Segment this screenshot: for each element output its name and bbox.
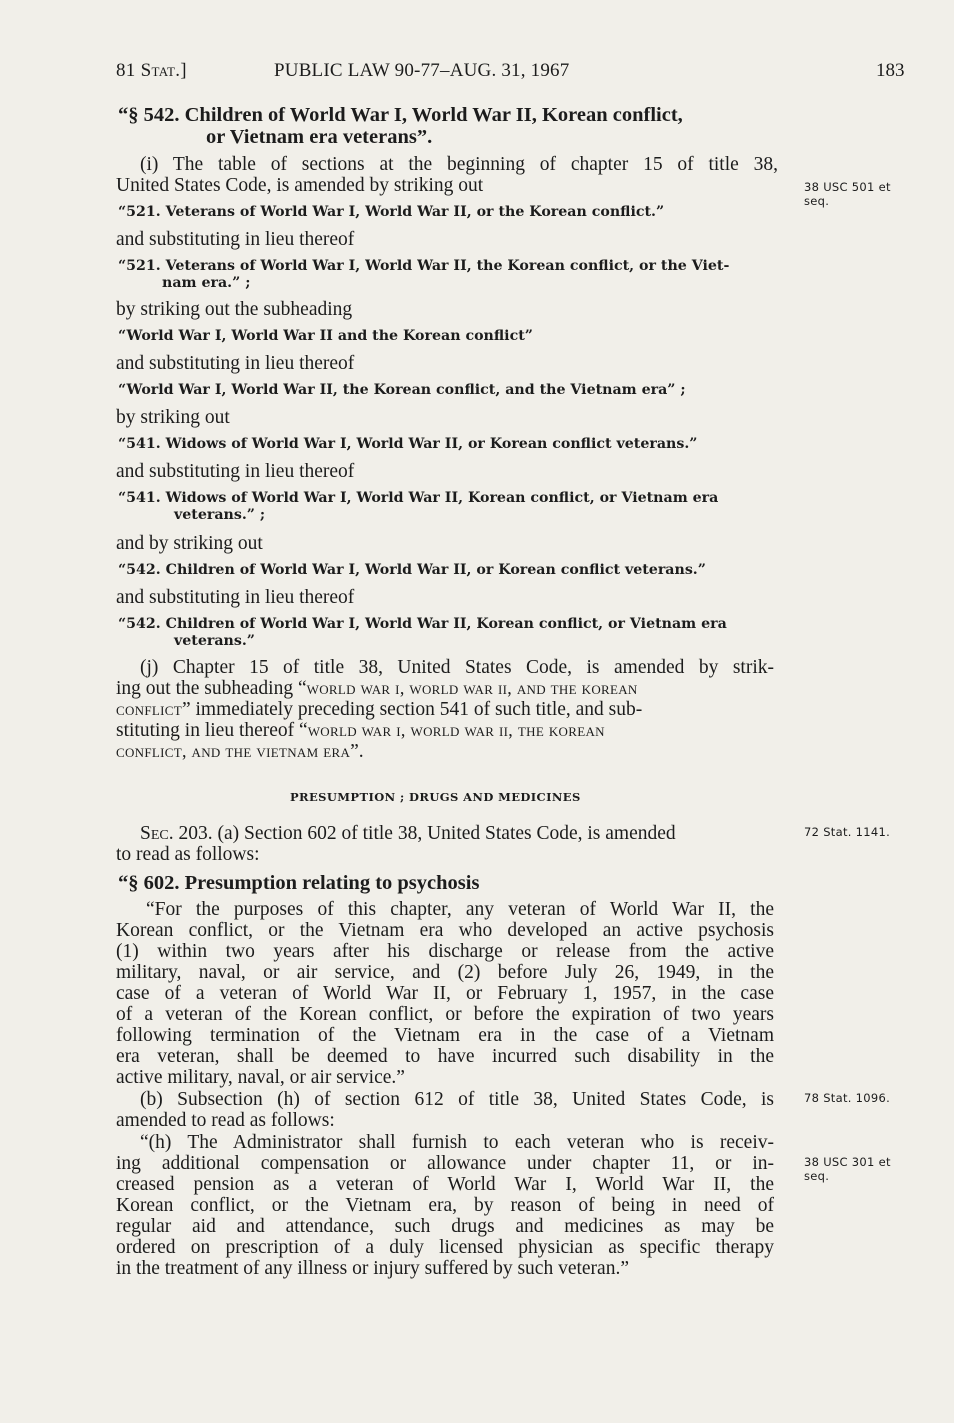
para-j-subheading-new-part2: conflict, and the vietnam era [116, 741, 351, 761]
margin-note-38usc501-line2: seq. [804, 194, 830, 208]
quote-521-new-line2: nam era.” ; [162, 275, 251, 291]
para-j-subheading-old-part1: world war i, world war ii, and the korean [306, 678, 638, 698]
para-j-line4-text: stituting in lieu thereof “ [116, 720, 308, 741]
para-j-line4 [116, 720, 605, 741]
header-stat [116, 60, 187, 82]
header-title: PUBLIC LAW 90-77–AUG. 31, 1967 [274, 60, 570, 81]
instruction-substitute-1: and substituting in lieu thereof [116, 229, 355, 250]
instruction-substitute-3: and substituting in lieu thereof [116, 461, 355, 482]
margin-note-38usc301-line2: seq. [804, 1169, 830, 1183]
para-602-line4: military, naval, or air service, and (2) before July 26, 1949, in the [116, 962, 774, 983]
para-i-line1: (i) The table of sections at the beginning of chapter 15 of title 38, [140, 154, 778, 175]
section-542-heading-line1: “§ 542. Children of World War I, World War II, Korean conflict, [118, 104, 683, 126]
section-542-heading-line2: or Vietnam era veterans”. [206, 126, 433, 148]
para-602-line8: era veteran, shall be deemed to have incurred such disability in the [116, 1046, 774, 1067]
margin-note-78stat1096: 78 Stat. 1096. [804, 1091, 891, 1105]
sec-203-line2: to read as follows: [116, 844, 260, 865]
para-h-line6: ordered on prescription of a duly licensed physician as specific therapy [116, 1237, 774, 1258]
margin-note-38usc301-line1: 38 USC 301 et [804, 1155, 891, 1169]
quote-subheading-new: “World War I, World War II, the Korean conflict, and the Vietnam era” ; [118, 382, 686, 398]
quote-subheading-old: “World War I, World War II and the Korean conflict” [118, 328, 533, 344]
instruction-strike-subheading: by striking out the subheading [116, 299, 353, 320]
header-volume: 81 [116, 60, 136, 81]
quote-542-new-line1: “542. Children of World War I, World War II, Korean conflict, or Vietnam era [118, 616, 727, 632]
instruction-substitute-4: and substituting in lieu thereof [116, 587, 355, 608]
para-h-line3: creased pension as a veteran of World War I, World War II, the [116, 1174, 774, 1195]
header-stat-label: Stat.] [140, 60, 187, 81]
para-602-line2: Korean conflict, or the Vietnam era who developed an active psychosis [116, 920, 774, 941]
instruction-strike-1: by striking out [116, 407, 230, 428]
para-b-line1: (b) Subsection (h) of section 612 of title 38, United States Code, is [140, 1089, 774, 1110]
para-h-line5: regular aid and attendance, such drugs and medicines as may be [116, 1216, 774, 1237]
margin-note-38usc501 [804, 180, 891, 208]
quote-541-new-line1: “541. Widows of World War I, World War II, Korean conflict, or Vietnam era [118, 490, 719, 506]
instruction-substitute-2: and substituting in lieu thereof [116, 353, 355, 374]
para-b-line2: amended to read as follows: [116, 1110, 335, 1131]
sec-203-line1-text: 203. (a) Section 602 of title 38, United States Code, is amended [173, 823, 676, 844]
para-j-line2-text: ing out the subheading “ [116, 678, 307, 699]
para-j-line3-text: ” immediately preceding section 541 of such title, and sub- [181, 699, 643, 720]
para-602-line6: of a veteran of the Korean conflict, or before the expiration of two years [116, 1004, 774, 1025]
quote-541-old: “541. Widows of World War I, World War II, or Korean conflict veterans.” [118, 436, 698, 452]
para-j-line1: (j) Chapter 15 of title 38, United States Code, is amended by strik- [140, 657, 774, 678]
para-h-line4: Korean conflict, or the Vietnam era, by reason of being in need of [116, 1195, 774, 1216]
section-602-heading: “§ 602. Presumption relating to psychosis [118, 872, 480, 894]
para-j-line5 [116, 741, 364, 762]
para-602-line3: (1) within two years after his discharge or release from the active [116, 941, 774, 962]
quote-542-old: “542. Children of World War I, World War II, or Korean conflict veterans.” [118, 562, 706, 578]
quote-521-new-line1: “521. Veterans of World War I, World War II, the Korean conflict, or the Viet- [118, 258, 730, 274]
sec-203-line1 [140, 823, 676, 844]
quote-521-old: “521. Veterans of World War I, World War II, or the Korean conflict.” [118, 204, 665, 220]
para-i-line2: United States Code, is amended by striking out [116, 175, 484, 196]
sec-label: Sec. [140, 823, 174, 844]
instruction-strike-2: and by striking out [116, 533, 263, 554]
quote-541-new-line2: veterans.” ; [174, 507, 266, 523]
para-h-line2: ing additional compensation or allowance under chapter 11, or in- [116, 1153, 774, 1174]
para-602-line7: following termination of the Vietnam era in the case of a Vietnam [116, 1025, 774, 1046]
para-j-subheading-old-part2: conflict [116, 699, 182, 719]
para-j-line5-text: ”. [350, 741, 364, 762]
para-j-line3 [116, 699, 642, 720]
margin-note-38usc501-line1: 38 USC 501 et [804, 180, 891, 194]
para-602-line5: case of a veteran of World War II, or February 1, 1957, in the case [116, 983, 774, 1004]
page-number: 183 [876, 60, 905, 81]
para-j-subheading-new-part1: world war i, world war ii, the korean [307, 720, 605, 740]
para-602-line9: active military, naval, or air service.” [116, 1067, 405, 1088]
para-h-line7: in the treatment of any illness or injury suffered by such veteran.” [116, 1258, 629, 1279]
margin-note-38usc301 [804, 1155, 891, 1183]
para-602-line1: “For the purposes of this chapter, any veteran of World War II, the [146, 899, 774, 920]
quote-542-new-line2: veterans.” [174, 633, 255, 649]
section-caption: PRESUMPTION ; DRUGS AND MEDICINES [290, 790, 581, 804]
para-j-line2 [116, 678, 638, 699]
para-h-line1: “(h) The Administrator shall furnish to each veteran who is receiv- [140, 1132, 774, 1153]
margin-note-72stat1141: 72 Stat. 1141. [804, 825, 891, 839]
